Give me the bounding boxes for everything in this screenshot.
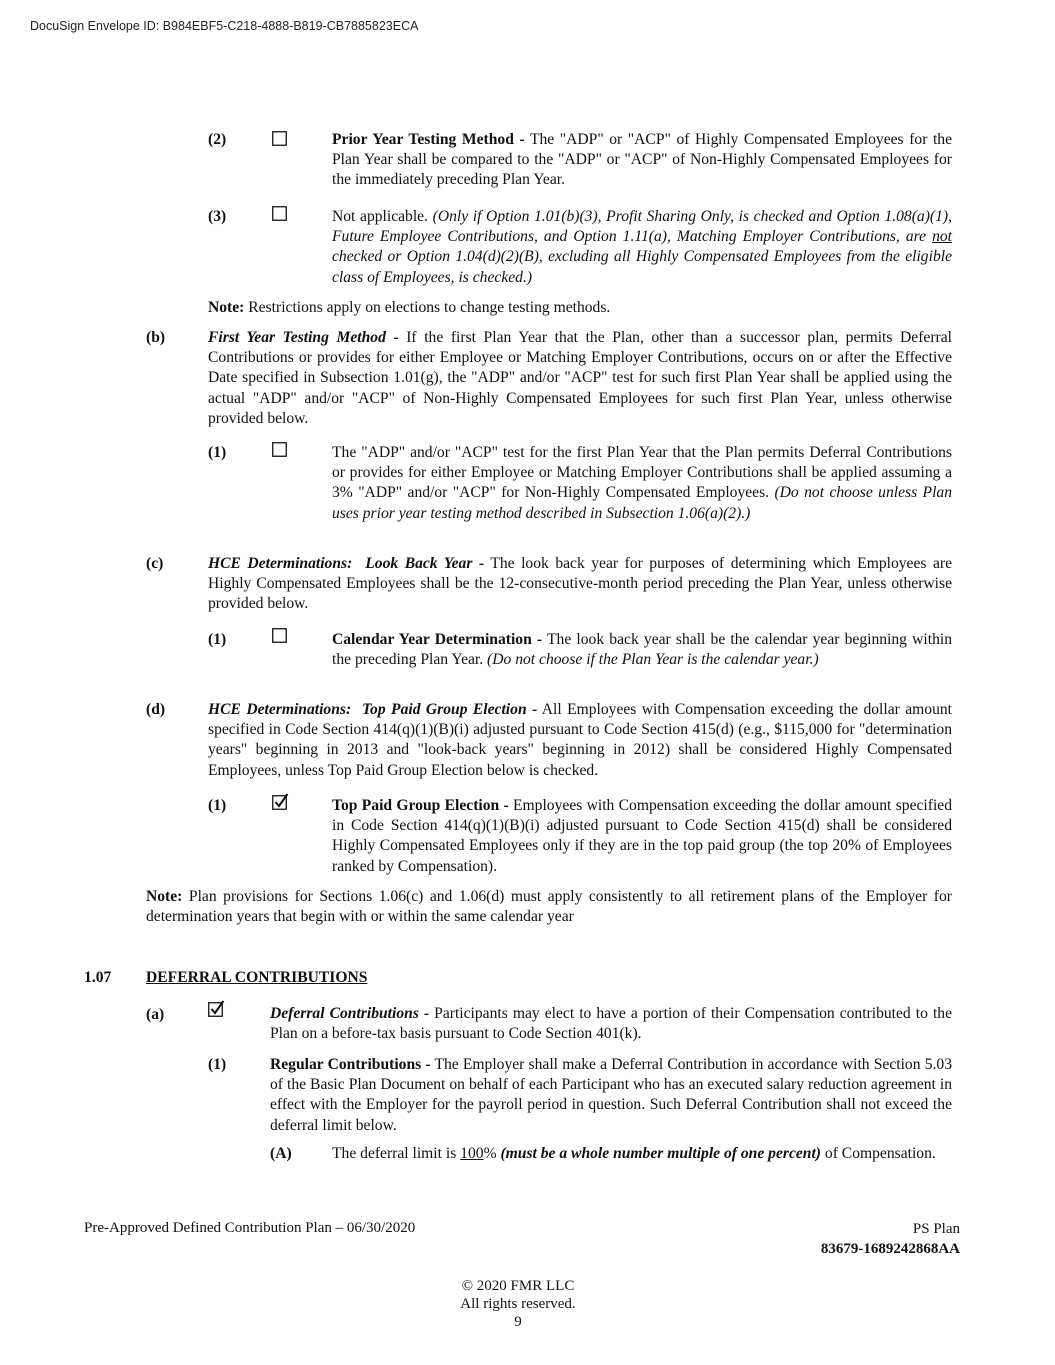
note-label: Note: <box>146 888 183 905</box>
first-year-3pct-text <box>332 443 952 524</box>
note-testing-methods <box>208 298 952 318</box>
item-text: The "ADP" and/or "ACP" test for the first Plan Year that the Plan permits Deferral Contributions or provides for either Employee or Matching Employer Contributions shall be applied assuming a 3% "ADP" and/or "ACP" for Non-Highly Compensated Employees. <box>332 444 952 502</box>
item-italic: checked or Option 1.04(d)(2)(B), excluding all Highly Compensated Employees from the eligible class of Employees, is checked.) <box>332 248 952 286</box>
section-label: (c) <box>146 555 164 572</box>
item-italic: (Do not choose if the Plan Year is the calendar year.) <box>487 651 819 669</box>
section-label: (b) <box>146 329 166 346</box>
item-text: The look back year shall be the calendar year beginning within the preceding Plan Year. <box>332 631 952 669</box>
checkbox-calendar-year[interactable] <box>272 628 287 643</box>
item-label: (1) <box>208 444 227 461</box>
checkbox-deferral-contributions-checked[interactable] <box>208 1000 225 1017</box>
item-text: Participants may elect to have a portion of their Compensation contributed to the Plan on a before-tax basis pursuant to Code Section 401(k). <box>270 1005 952 1043</box>
deferral-limit-text <box>332 1144 952 1164</box>
checkbox-prior-year[interactable] <box>272 131 287 146</box>
section-heading: DEFERRAL CONTRIBUTIONS <box>146 969 368 986</box>
note-text: Restrictions apply on elections to change testing methods. <box>244 299 611 316</box>
deferral-limit-value: 100 <box>460 1145 484 1162</box>
item-label: (1) <box>208 797 227 814</box>
envelope-id: DocuSign Envelope ID: B984EBF5-C218-4888-B819-CB7885823ECA <box>30 19 419 33</box>
section-text: If the first Plan Year that the Plan, other than a successor plan, permits Deferral Contributions or provides for either Employee or Matching Employer Contributions, occurs on or after the Effective Date specified in Subsection 1.01(g), the "ADP" and/or "ACP" test for such first Plan Year shall be applied using the actual "ADP" and/or "ACP" of Non-Highly Compensated Employees for such first Plan Year, unless otherwise provided below. <box>208 329 952 427</box>
top-paid-group-election-text <box>332 796 952 877</box>
item-underlined: not <box>932 228 952 246</box>
footer-plan-type: PS Plan <box>912 1221 960 1237</box>
item-text: The deferral limit is <box>332 1145 461 1162</box>
item-text: Not applicable. <box>332 208 433 225</box>
checkbox-top-paid-group-checked[interactable] <box>272 793 289 810</box>
rights-reserved: All rights reserved. <box>460 1296 576 1312</box>
section-text: All Employees with Compensation exceeding the dollar amount specified in Code Section 414(q)(1)(B)(i) adjusted pursuant to Code Section 415(d) (e.g., $115,000 for "determination years" beginning in 2013 and "look-back years" beginning in 2012) shall be considered Highly Compensated Employees, unless Top Paid Group Election below is checked. <box>208 701 952 779</box>
item-text: Employees with Compensation exceeding the dollar amount specified in Code Section 414(q)(1)(B)(i) adjusted pursuant to Code Section 415(d) shall be considered Highly Compensated Employees only if they are in the top paid group (the top 20% of Employees ranked by Compensation). <box>332 797 952 875</box>
item-italic: (Do not choose unless Plan uses prior year testing method described in Subsection 1.06(a)(2).) <box>332 484 952 522</box>
item-title: Calendar Year Determination - <box>332 631 543 648</box>
item-text: % <box>483 1145 501 1162</box>
copyright: © 2020 FMR LLC <box>461 1278 575 1294</box>
section-number: 1.07 <box>84 969 112 986</box>
item-label: (a) <box>146 1006 165 1023</box>
item-text: The Employer shall make a Deferral Contribution in accordance with Section 5.03 of the Basic Plan Document on behalf of each Participant who has an executed salary reduction agreement in effect with the Employer for the payroll period in question. Such Deferral Contribution shall not exceed the deferral limit below. <box>270 1056 952 1134</box>
prior-year-testing-text <box>332 130 952 191</box>
first-year-testing-text <box>208 328 952 429</box>
item-text: The "ADP" or "ACP" of Highly Compensated Employees for the Plan Year shall be compared to the "ADP" or "ACP" of Non-Highly Compensated Employees for the immediately preceding Plan Year. <box>332 131 953 189</box>
calendar-year-text <box>332 630 952 670</box>
item-text: of Compensation. <box>821 1145 936 1162</box>
item-label: (A) <box>270 1145 292 1162</box>
note-label: Note: <box>208 299 245 316</box>
dash: - <box>472 555 485 572</box>
section-title: HCE Determinations: Look Back Year <box>208 555 473 572</box>
item-label: (1) <box>208 1056 227 1073</box>
item-label: (2) <box>208 131 227 148</box>
dash: - <box>526 701 538 718</box>
look-back-year-text <box>208 554 952 615</box>
section-title: First Year Testing Method <box>208 329 386 346</box>
footer-plan-id: 83679-1689242868AA <box>820 1241 960 1257</box>
not-applicable-text <box>332 207 952 288</box>
checkbox-not-applicable[interactable] <box>272 206 287 221</box>
regular-contributions-text <box>270 1055 952 1136</box>
section-text: The look back year for purposes of determining which Employees are Highly Compensated Employees shall be the 12-consecutive-month period preceding the Plan Year, unless otherwise provided below. <box>208 555 953 613</box>
deferral-contributions-text <box>270 1004 952 1044</box>
item-title: Regular Contributions - <box>270 1056 431 1073</box>
dash: - <box>418 1005 430 1022</box>
item-title: Top Paid Group Election - <box>332 797 509 814</box>
note-text: Plan provisions for Sections 1.06(c) and 1.06(d) must apply consistently to all retirement plans of the Employer for determination years that begin with or within the same calendar year <box>146 888 952 926</box>
item-label: (3) <box>208 208 227 225</box>
section-label: (d) <box>146 701 166 718</box>
checkbox-first-year-3pct[interactable] <box>272 442 287 457</box>
item-title: Deferral Contributions <box>270 1005 419 1022</box>
page-number: 9 <box>514 1314 522 1330</box>
footer-plan-name: Pre-Approved Defined Contribution Plan – 06/30/2020 <box>84 1220 416 1236</box>
item-title: Prior Year Testing Method - <box>332 131 525 148</box>
item-italic: (Only if Option 1.01(b)(3), Profit Sharing Only, is checked and Option 1.08(a)(1), Future Employee Contributions, and Option 1.11(a), Matching Employer Contributions, are <box>332 208 952 246</box>
note-consistency <box>146 887 952 927</box>
item-italic: (must be a whole number multiple of one percent) <box>500 1145 821 1162</box>
dash: - <box>385 329 399 346</box>
section-title: HCE Determinations: Top Paid Group Election <box>208 701 527 718</box>
top-paid-group-text <box>208 700 952 781</box>
item-label: (1) <box>208 631 227 648</box>
